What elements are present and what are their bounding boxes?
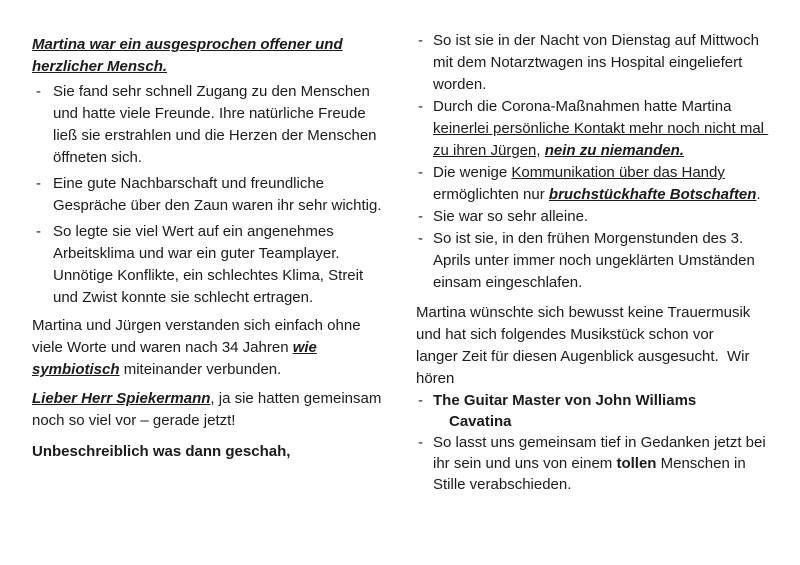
bullet-text: Eine gute Nachbarschaft und freundliche Gespräche über den Zaun waren ihr sehr wichtig. bbox=[53, 175, 382, 214]
bullet-marker: - bbox=[418, 164, 423, 181]
paragraph-symbiotisch bbox=[32, 315, 390, 381]
text-run-emphasis: Lieber Herr Spiekermann bbox=[32, 390, 211, 407]
text-run: Durch die Corona-Maßnahmen hatte Martina bbox=[433, 98, 736, 115]
bullet-marker: - bbox=[36, 223, 41, 240]
bullet-corona bbox=[416, 96, 773, 162]
bullet-nachbarschaft bbox=[32, 173, 390, 217]
song-title: The Guitar Master von John Williams bbox=[433, 392, 697, 409]
bullet-marker: - bbox=[418, 392, 423, 409]
paragraph-spiekermann bbox=[32, 388, 390, 432]
text-run: So lasst uns gemeinsam tief in Gedanken jetzt bei ihr sein und uns von einem bbox=[433, 434, 770, 472]
text-run-emphasis: bruchstückhafte Botschaften bbox=[548, 186, 757, 203]
bullet-marker: - bbox=[36, 175, 41, 192]
bullet-handy bbox=[416, 162, 773, 206]
bullet-abschied bbox=[416, 432, 773, 495]
paragraph-musikwunsch: Martina wünschte sich bewusst keine Trauermusik und hat sich folgendes Musikstück schon vor langer Zeit für diesen Augenblick ausgesucht. Wir hören bbox=[416, 304, 755, 387]
song-subtitle: Cavatina bbox=[449, 413, 512, 430]
bullet-arbeitsklima bbox=[32, 221, 390, 309]
bullet-marker: - bbox=[418, 434, 423, 451]
text-run: Menschen in Stille verabschieden. bbox=[433, 455, 750, 493]
bullet-zugang-menschen bbox=[32, 81, 390, 169]
music-section bbox=[416, 390, 773, 495]
bullet-alleine bbox=[416, 206, 773, 228]
bullet-marker: - bbox=[418, 32, 423, 49]
text-run-bold: tollen bbox=[616, 455, 657, 472]
bullet-eingeschlafen bbox=[416, 228, 773, 294]
text-run: Die wenige bbox=[433, 164, 512, 181]
text-run-underline: keinerlei persönliche Kontakt mehr noch nicht mal zu ihren Jürgen, bbox=[433, 120, 769, 159]
bullet-marker: - bbox=[418, 208, 423, 225]
text-run: , ja sie hatten gemeinsam noch so viel vor – gerade jetzt! bbox=[32, 390, 382, 429]
text-run: . bbox=[756, 186, 761, 203]
bullet-text: So legte sie viel Wert auf ein angenehmes Arbeitsklima und war ein guter Teamplayer. Unnötige Konflikte, ein schlechtes Klima, Streit und Zwist konnte sie schlecht ertragen. bbox=[53, 223, 368, 306]
bullet-marker: - bbox=[36, 83, 41, 100]
bullet-marker: - bbox=[418, 230, 423, 247]
bullet-hospital bbox=[416, 30, 773, 96]
heading-martina-character: Martina war ein ausgesprochen offener und herzlicher Mensch. bbox=[32, 36, 343, 75]
bullet-text: So ist sie, in den frühen Morgenstunden des 3. Aprils unter immer noch ungeklärten Umständen einsam eingeschlafen. bbox=[433, 230, 759, 291]
bullet-text bbox=[433, 432, 773, 495]
bullet-text: Sie war so sehr alleine. bbox=[433, 208, 589, 225]
bullet-text: So ist sie in der Nacht von Dienstag auf Mittwoch mit dem Notarztwagen ins Hospital eingeliefert worden. bbox=[433, 32, 764, 93]
bullet-text bbox=[433, 162, 773, 206]
bullet-guitar-master bbox=[416, 390, 773, 432]
closing-unbeschreiblich: Unbeschreiblich was dann geschah, bbox=[32, 443, 291, 460]
bullet-marker: - bbox=[418, 98, 423, 115]
bullet-text bbox=[433, 390, 773, 432]
bullet-text: Sie fand sehr schnell Zugang zu den Menschen und hatte viele Freunde. Ihre natürliche Freude ließ sie erstrahlen und die Herzen der Menschen öffneten sich. bbox=[53, 83, 381, 166]
right-column bbox=[416, 30, 773, 495]
text-run-underline: Kommunikation über das Handy bbox=[511, 164, 725, 181]
text-run-emphasis: wie symbiotisch bbox=[32, 339, 317, 378]
text-run: Martina und Jürgen verstanden sich einfach ohne viele Worte und waren nach 34 Jahren bbox=[32, 317, 361, 356]
text-run: ermöglichten nur bbox=[433, 164, 730, 203]
text-run-emphasis: nein zu niemanden. bbox=[544, 142, 684, 159]
left-column bbox=[32, 34, 390, 463]
bullet-text bbox=[433, 96, 773, 162]
text-run: miteinander verbunden. bbox=[119, 361, 282, 378]
